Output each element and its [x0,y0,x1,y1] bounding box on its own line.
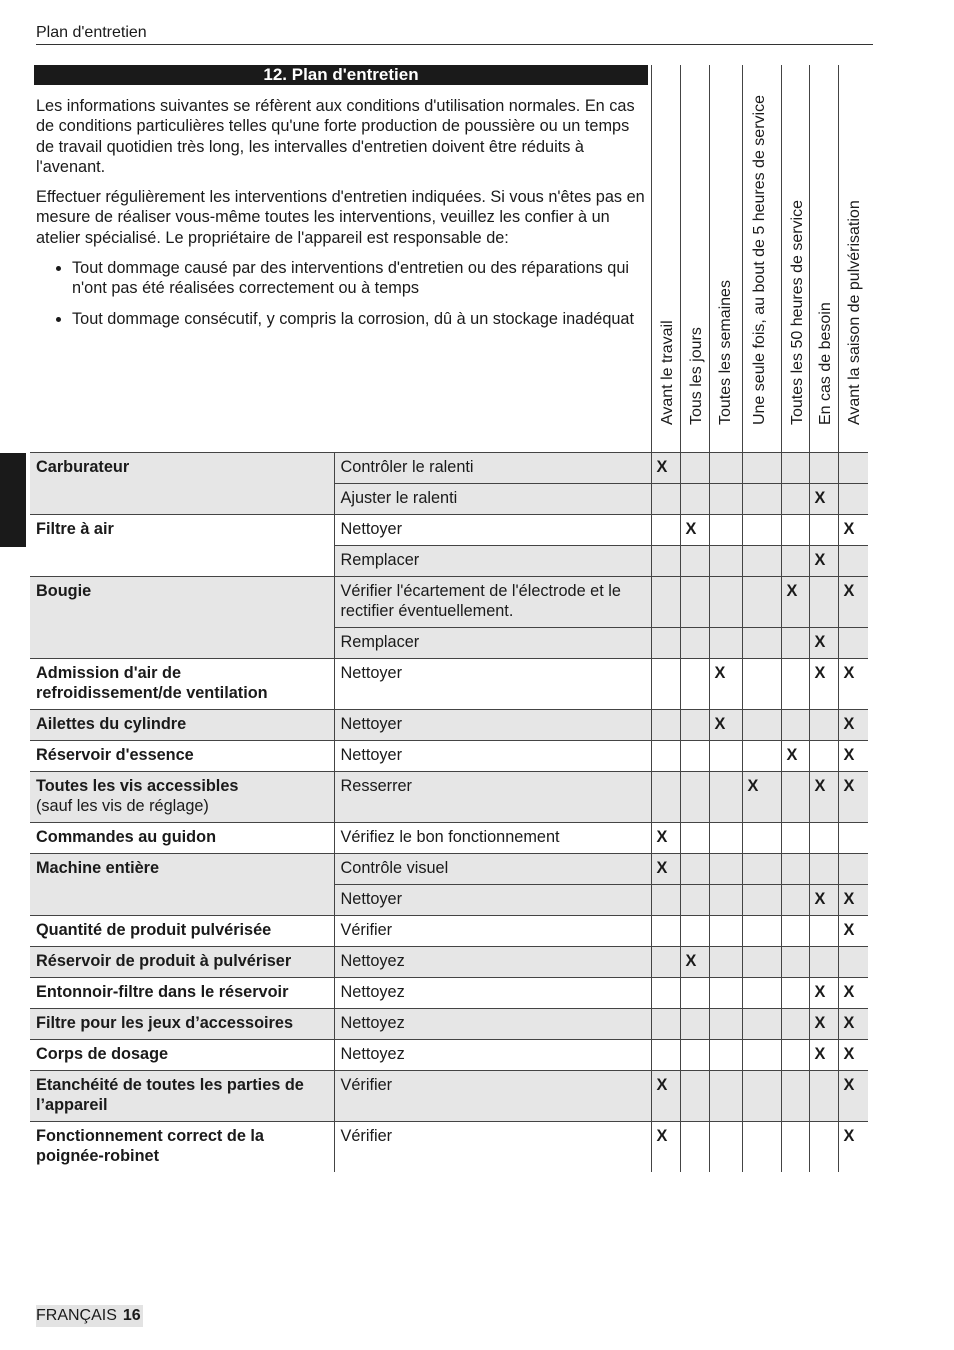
interval-mark [809,1071,838,1122]
interval-mark [742,916,781,947]
interval-mark [680,1009,709,1040]
task-description: Vérifiez le bon fonctionnement [334,823,651,854]
interval-mark [651,916,680,947]
interval-mark: X [838,710,868,741]
interval-mark [781,453,809,484]
component-label: Corps de dosage [36,1045,169,1063]
component-label: Fonctionnement correct de la poignée-robinet [36,1127,264,1165]
interval-mark [680,823,709,854]
interval-mark [680,628,709,659]
interval-mark [709,978,742,1009]
component-label: Réservoir de produit à pulvériser [36,952,292,970]
running-header: Plan d'entretien [36,23,873,45]
interval-mark: X [809,885,838,916]
schedule-row [30,854,868,885]
interval-mark [680,484,709,515]
interval-mark [651,710,680,741]
interval-mark [680,885,709,916]
component-label: Etanchéité de toutes les parties de l’appareil [36,1076,304,1114]
interval-mark [781,823,809,854]
interval-mark [680,710,709,741]
interval-mark [809,577,838,628]
maintenance-schedule-table [30,452,868,1172]
component-name [30,741,334,772]
interval-mark: X [651,453,680,484]
interval-mark: X [838,741,868,772]
task-description: Nettoyer [334,885,651,916]
interval-mark [651,1009,680,1040]
interval-mark: X [809,659,838,710]
component-name [30,659,334,710]
component-label: Carburateur [36,458,130,476]
interval-mark [781,1040,809,1071]
interval-mark [680,453,709,484]
column-divider [680,65,681,452]
interval-mark [781,916,809,947]
component-label: Filtre à air [36,520,114,538]
interval-mark [742,577,781,628]
interval-mark [680,659,709,710]
interval-mark: X [809,772,838,823]
component-name [30,947,334,978]
interval-mark [742,515,781,546]
interval-mark [709,546,742,577]
interval-mark [781,1122,809,1173]
interval-mark [742,978,781,1009]
page-footer [36,1305,143,1327]
interval-mark [709,741,742,772]
interval-mark: X [838,885,868,916]
interval-mark: X [838,916,868,947]
column-divider [742,65,743,452]
interval-mark [709,823,742,854]
interval-mark [809,710,838,741]
interval-mark [742,947,781,978]
interval-mark [709,1009,742,1040]
interval-mark [781,515,809,546]
interval-mark [809,1122,838,1173]
component-label: Admission d'air de refroidissement/de ventilation [36,664,268,702]
interval-mark: X [809,1040,838,1071]
schedule-row [30,1009,868,1040]
component-name [30,515,334,577]
interval-mark [809,741,838,772]
interval-mark [709,1071,742,1122]
interval-mark [742,1071,781,1122]
interval-mark [651,577,680,628]
task-description: Contrôler le ralenti [334,453,651,484]
intro-paragraph-2: Effectuer régulièrement les interventions d'entretien indiquées. Si vous n'êtes pas en mesure de réaliser vous-même toutes les interventions, veuillez les confier à un atelier spécialisé. Le propriétaire de l'appareil est responsable de: [36,188,645,247]
interval-mark: X [838,1009,868,1040]
component-label: Machine entière [36,859,160,877]
schedule-row [30,659,868,710]
interval-mark [742,885,781,916]
interval-mark: X [838,1040,868,1071]
interval-mark [709,453,742,484]
component-name [30,1071,334,1122]
interval-mark: X [651,823,680,854]
interval-mark [781,947,809,978]
schedule-row [30,916,868,947]
component-label: Quantité de produit pulvérisée [36,921,272,939]
interval-mark [742,484,781,515]
interval-mark [680,916,709,947]
interval-mark: X [838,577,868,628]
liability-list [36,258,648,329]
component-label: Filtre pour les jeux d’accessoires [36,1014,293,1032]
interval-mark [781,978,809,1009]
component-label: Commandes au guidon [36,828,217,846]
interval-mark [838,628,868,659]
task-description: Nettoyer [334,515,651,546]
schedule-row [30,978,868,1009]
intro-text [36,96,648,339]
task-description: Nettoyez [334,947,651,978]
interval-mark [838,947,868,978]
component-name [30,1040,334,1071]
task-description: Vérifier [334,916,651,947]
task-description: Nettoyer [334,659,651,710]
interval-mark [838,823,868,854]
footer-language: FRANÇAIS [36,1307,117,1324]
interval-mark: X [809,546,838,577]
schedule-row [30,1122,868,1173]
interval-mark [680,854,709,885]
task-description: Vérifier l'écartement de l'électrode et le rectifier éventuellement. [334,577,651,628]
component-name [30,1009,334,1040]
interval-mark: X [680,947,709,978]
schedule-row [30,453,868,484]
task-description: Nettoyer [334,710,651,741]
component-name [30,1122,334,1173]
interval-mark: X [709,659,742,710]
schedule-row [30,741,868,772]
interval-mark: X [709,710,742,741]
component-name [30,916,334,947]
component-name [30,772,334,823]
task-description: Resserrer [334,772,651,823]
interval-mark: X [651,1071,680,1122]
interval-mark: X [838,772,868,823]
interval-mark: X [651,854,680,885]
interval-mark [742,659,781,710]
component-label: Ailettes du cylindre [36,715,187,733]
interval-mark: X [838,1071,868,1122]
interval-mark [680,978,709,1009]
interval-mark [742,1009,781,1040]
interval-mark [709,854,742,885]
component-label: Toutes les vis accessibles [36,777,239,795]
interval-mark [742,854,781,885]
page-number: 16 [122,1307,141,1324]
task-description: Vérifier [334,1071,651,1122]
component-name [30,453,334,515]
interval-mark: X [809,628,838,659]
interval-mark [680,741,709,772]
interval-mark: X [742,772,781,823]
component-name [30,978,334,1009]
task-description: Nettoyer [334,741,651,772]
interval-mark: X [781,741,809,772]
interval-mark [709,772,742,823]
column-divider [809,65,810,452]
schedule-row [30,1040,868,1071]
interval-mark [781,885,809,916]
interval-mark [651,947,680,978]
component-name [30,710,334,741]
liability-item: • Tout dommage consécutif, y compris la corrosion, dû à un stockage inadéquat [72,309,648,329]
interval-mark [742,710,781,741]
interval-mark [781,772,809,823]
interval-mark [742,1040,781,1071]
interval-mark [651,741,680,772]
interval-mark [680,546,709,577]
interval-mark: X [809,978,838,1009]
interval-mark [781,710,809,741]
interval-mark [709,577,742,628]
task-description: Nettoyez [334,1009,651,1040]
interval-mark [709,628,742,659]
interval-mark [809,916,838,947]
interval-mark [781,484,809,515]
liability-item: • Tout dommage causé par des interventions d'entretien ou des réparations qui n'ont pas été réalisées correctement ou à temps [72,258,648,299]
interval-mark [809,854,838,885]
interval-mark [781,659,809,710]
interval-mark: X [781,577,809,628]
task-description: Remplacer [334,546,651,577]
task-description: Vérifier [334,1122,651,1173]
interval-mark [709,515,742,546]
interval-mark [651,628,680,659]
interval-mark [781,1071,809,1122]
interval-mark [651,885,680,916]
interval-mark [838,453,868,484]
schedule-row [30,577,868,628]
interval-mark [651,1040,680,1071]
interval-mark [781,628,809,659]
task-description: Remplacer [334,628,651,659]
interval-mark [709,1122,742,1173]
interval-mark [651,659,680,710]
interval-mark [742,546,781,577]
schedule-row [30,823,868,854]
interval-mark [742,453,781,484]
interval-mark [651,515,680,546]
interval-mark [680,577,709,628]
interval-mark: X [680,515,709,546]
schedule-row [30,772,868,823]
intro-paragraph-1: Les informations suivantes se réfèrent aux conditions d'utilisation normales. En cas de conditions particulières telles qu'une forte production de poussière ou un temps de travail quotidien très long, les intervalles d'entretien doivent être réduits à l'avenant. [36,97,635,176]
interval-mark [651,546,680,577]
column-divider [709,65,710,452]
interval-mark [651,484,680,515]
interval-mark [680,772,709,823]
interval-mark [838,854,868,885]
component-name [30,854,334,916]
section-title: 12. Plan d'entretien [34,65,648,85]
schedule-row [30,947,868,978]
task-description: Contrôle visuel [334,854,651,885]
component-label: Entonnoir-filtre dans le réservoir [36,983,289,1001]
interval-mark [709,484,742,515]
interval-mark [680,1122,709,1173]
interval-mark [781,546,809,577]
component-note: (sauf les vis de réglage) [36,797,209,815]
interval-mark: X [838,515,868,546]
interval-mark [680,1040,709,1071]
interval-mark [651,978,680,1009]
interval-mark: X [838,978,868,1009]
component-name [30,577,334,659]
schedule-row [30,515,868,546]
interval-mark: X [809,1009,838,1040]
interval-mark: X [838,1122,868,1173]
schedule-row [30,1071,868,1122]
interval-mark [838,484,868,515]
component-label: Réservoir d'essence [36,746,194,764]
task-description: Nettoyez [334,978,651,1009]
interval-mark [838,546,868,577]
task-description: Nettoyez [334,1040,651,1071]
interval-mark [680,1071,709,1122]
interval-mark [742,823,781,854]
interval-mark [742,628,781,659]
task-description: Ajuster le ralenti [334,484,651,515]
interval-mark [709,885,742,916]
column-divider [838,65,839,452]
interval-mark [781,854,809,885]
interval-mark [742,741,781,772]
interval-mark [742,1122,781,1173]
interval-mark: X [809,484,838,515]
language-tab-marker [0,453,26,547]
interval-mark [709,916,742,947]
interval-mark: X [838,659,868,710]
interval-mark: X [651,1122,680,1173]
interval-mark [809,823,838,854]
interval-mark [651,772,680,823]
component-name [30,823,334,854]
interval-mark [781,1009,809,1040]
interval-mark [809,947,838,978]
interval-mark [709,947,742,978]
interval-mark [809,515,838,546]
interval-mark [809,453,838,484]
interval-mark [709,1040,742,1071]
column-divider [651,65,652,452]
component-label: Bougie [36,582,92,600]
schedule-row [30,710,868,741]
column-divider [781,65,782,452]
